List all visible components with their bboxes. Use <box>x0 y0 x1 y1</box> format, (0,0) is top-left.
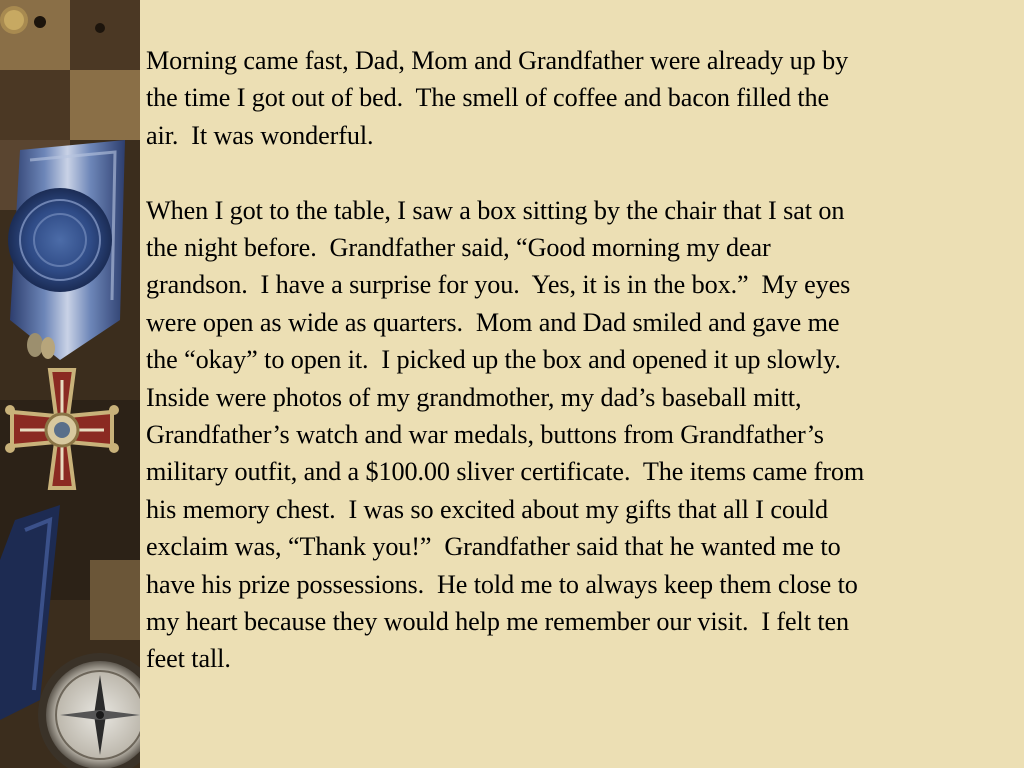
paragraph-spacer <box>146 154 1016 191</box>
medals-photo-strip <box>0 0 140 768</box>
story-text <box>146 42 1016 678</box>
paragraph-morning: Morning came fast, Dad, Mom and Grandfather were already up by the time I got out of bed. The smell of coffee and bacon filled the air. It was wonderful. <box>146 46 849 150</box>
medal-ribbon-icon <box>8 140 125 360</box>
paragraph-box-surprise: When I got to the table, I saw a box sitting by the chair that I sat on the night before. Grandfather said, “Good morning my dear grandson. I have a surprise for you. Yes, it is in the box.” My eyes were open as wide as quarters. Mom and Dad smiled and gave me the “okay” to open it. I picked up the box and opened it up slowly. Inside were photos of my grandmother, my dad’s baseball mitt, Grandfather’s watch and war medals, buttons from Grandfather’s military outfit, and a $100.00 sliver certificate. The items came from his memory chest. I was so excited about my gifts that all I could exclaim was, “Thank you!” Grandfather said that he wanted me to have his prize possessions. He told me to always keep them close to my heart because they would help me remember our visit. I felt ten feet tall. <box>146 195 865 674</box>
medals-photo <box>0 0 140 768</box>
